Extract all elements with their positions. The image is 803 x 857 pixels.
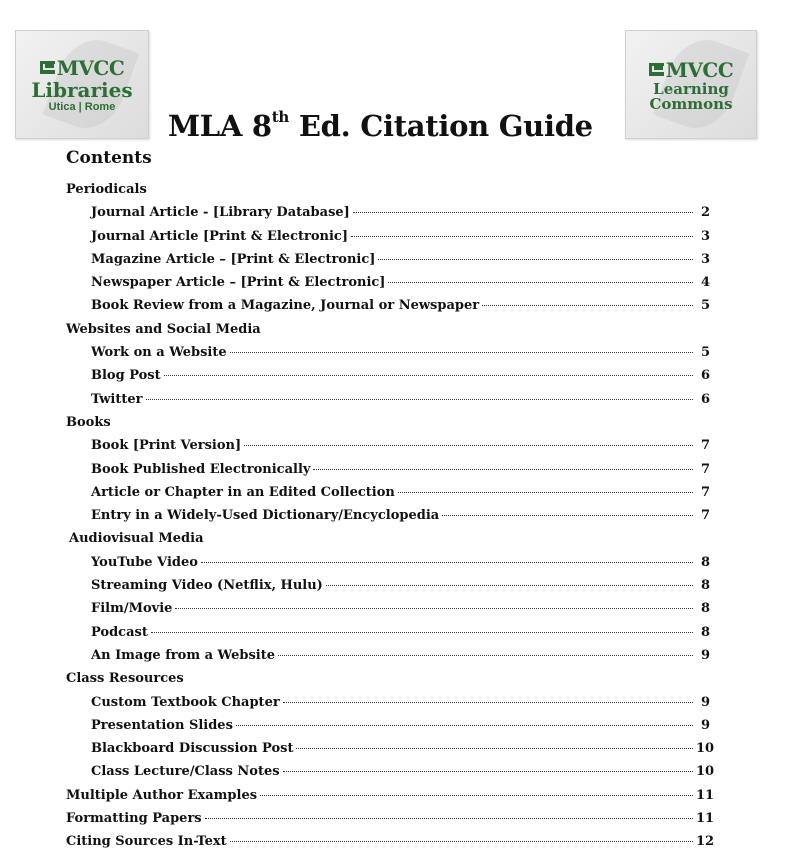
toc-entry[interactable] [66, 807, 715, 830]
toc-entry[interactable] [66, 621, 710, 644]
toc-page-number: 6 [700, 368, 710, 384]
toc-entry-label: Podcast [91, 624, 148, 640]
toc-section-heading[interactable]: Audiovisual Media [69, 531, 204, 547]
toc-entry-label: Newspaper Article – [Print & Electronic] [91, 275, 386, 291]
dot-leader [283, 771, 693, 772]
toc-page-number: 8 [700, 554, 710, 570]
dot-leader [353, 212, 693, 213]
toc-page-number: 6 [700, 391, 710, 407]
dot-leader [283, 702, 693, 703]
toc-entry[interactable] [66, 830, 715, 853]
toc-page-number: 11 [696, 787, 715, 803]
dot-leader [201, 562, 693, 563]
toc-entry[interactable] [66, 551, 710, 574]
toc-entry-label: Citing Sources In-Text [66, 834, 227, 850]
dot-leader [230, 841, 693, 842]
toc-entry[interactable] [66, 201, 710, 224]
dot-leader [230, 352, 693, 353]
toc-entry-label: Work on a Website [91, 345, 227, 361]
toc-section-heading[interactable]: Periodicals [66, 182, 147, 197]
toc-entry[interactable] [66, 434, 710, 457]
mvcc-learning-commons-logo [625, 30, 757, 139]
toc-entry-label: Entry in a Widely-Used Dictionary/Encyclopedia [91, 508, 440, 524]
toc-entry[interactable] [66, 225, 710, 248]
toc-entry[interactable] [66, 597, 710, 620]
toc-page-number: 5 [700, 345, 710, 361]
logo-line2: Utica | Rome [48, 100, 116, 113]
dot-leader [164, 375, 693, 376]
toc-entry-label: Streaming Video (Netflix, Hulu) [91, 578, 323, 594]
mvcc-mark-icon [649, 63, 664, 76]
dot-leader [398, 492, 693, 493]
toc-section-heading[interactable]: Books [66, 414, 111, 430]
toc-entry-label: Class Lecture/Class Notes [91, 764, 280, 780]
toc-page-number: 12 [696, 834, 715, 850]
toc-entry-label: An Image from a Website [91, 647, 275, 663]
toc-entry[interactable] [66, 691, 710, 714]
toc-entry[interactable] [66, 737, 715, 760]
dot-leader [146, 399, 693, 400]
toc-page-number: 9 [700, 647, 710, 663]
dot-leader [260, 795, 693, 796]
toc-page-number: 2 [700, 205, 710, 221]
toc-page-number: 9 [700, 717, 710, 733]
logo-brand-text: MVCC [56, 55, 125, 80]
toc-entry[interactable] [66, 760, 715, 783]
toc-entry[interactable] [66, 388, 710, 411]
toc-entry[interactable] [66, 271, 710, 294]
toc-entry-label: Journal Article - [Library Database] [91, 205, 350, 221]
dot-leader [326, 585, 693, 586]
dot-leader [244, 445, 693, 446]
dot-leader [442, 515, 693, 516]
toc-entry-label: Twitter [91, 391, 143, 407]
toc-page-number: 10 [696, 764, 715, 780]
logo-line1: Libraries [31, 77, 133, 102]
page-title [168, 108, 618, 143]
toc-entry-label: Magazine Article – [Print & Electronic] [91, 251, 376, 267]
toc-entry[interactable] [66, 784, 715, 807]
toc-entry-label: Custom Textbook Chapter [91, 694, 280, 710]
toc-entry-label: Multiple Author Examples [66, 787, 258, 803]
toc-entry[interactable] [66, 248, 710, 271]
table-of-contents [66, 178, 715, 854]
dot-leader [151, 632, 693, 633]
toc-page-number: 7 [700, 484, 710, 500]
toc-entry[interactable] [66, 294, 710, 317]
dot-leader [482, 305, 693, 306]
toc-entry[interactable] [66, 574, 710, 597]
dot-leader [313, 469, 693, 470]
toc-entry-label: Formatting Papers [66, 811, 202, 827]
toc-section-heading[interactable]: Class Resources [66, 671, 184, 687]
mvcc-mark-icon [40, 61, 55, 74]
toc-entry-label: Blog Post [91, 368, 161, 384]
dot-leader [296, 748, 693, 749]
toc-page-number: 4 [700, 275, 710, 291]
dot-leader [351, 236, 693, 237]
toc-entry[interactable] [66, 644, 710, 667]
toc-entry[interactable] [66, 714, 710, 737]
toc-entry-label: Article or Chapter in an Edited Collection [91, 484, 395, 500]
toc-entry-label: Book Published Electronically [91, 461, 311, 477]
toc-page-number: 10 [696, 741, 715, 757]
logo-line1: Learning [653, 79, 729, 98]
toc-page-number: 11 [696, 811, 715, 827]
toc-entry-label: Blackboard Discussion Post [91, 741, 294, 757]
toc-entry-label: Journal Article [Print & Electronic] [91, 228, 348, 244]
toc-page-number: 8 [700, 578, 710, 594]
toc-page-number: 7 [700, 508, 710, 524]
dot-leader [378, 259, 693, 260]
dot-leader [388, 282, 693, 283]
logo-brand [649, 58, 734, 82]
toc-entry[interactable] [66, 504, 710, 527]
toc-page-number: 7 [700, 461, 710, 477]
mvcc-libraries-logo [15, 30, 149, 139]
dot-leader [205, 818, 693, 819]
toc-entry[interactable] [66, 364, 710, 387]
toc-section-heading[interactable]: Websites and Social Media [66, 321, 261, 337]
toc-page-number: 5 [700, 298, 710, 314]
dot-leader [278, 655, 693, 656]
toc-entry[interactable] [66, 341, 710, 364]
toc-entry-label: Book Review from a Magazine, Journal or Newspaper [91, 298, 480, 314]
title-main: MLA 8 [168, 109, 272, 143]
title-sup: th [271, 108, 290, 126]
toc-entry[interactable] [66, 481, 710, 504]
toc-entry[interactable] [66, 458, 710, 481]
contents-heading: Contents [66, 148, 152, 168]
title-rest: Ed. Citation Guide [289, 109, 593, 143]
toc-entry-label: Film/Movie [91, 601, 173, 617]
dot-leader [236, 725, 693, 726]
toc-entry-label: YouTube Video [91, 554, 198, 570]
toc-entry-label: Book [Print Version] [91, 438, 242, 454]
toc-page-number: 8 [700, 624, 710, 640]
toc-page-number: 3 [700, 251, 710, 267]
dot-leader [175, 608, 693, 609]
toc-page-number: 8 [700, 601, 710, 617]
logo-line2: Commons [649, 94, 733, 113]
toc-page-number: 3 [700, 228, 710, 244]
toc-entry-label: Presentation Slides [91, 717, 233, 733]
toc-page-number: 7 [700, 438, 710, 454]
logo-brand [40, 56, 125, 80]
logo-brand-text: MVCC [665, 57, 734, 82]
toc-page-number: 9 [700, 694, 710, 710]
